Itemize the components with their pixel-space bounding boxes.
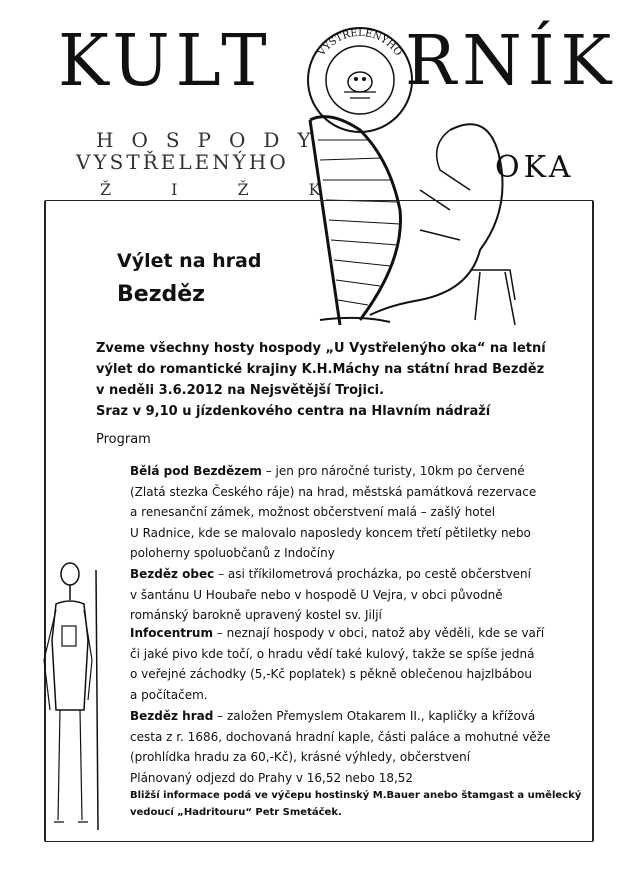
section-line: – asi tříkilometrová procházka, po cestě občerstvení: [214, 567, 531, 581]
section-hrad: [130, 706, 568, 788]
masthead-left: KULT: [58, 20, 273, 103]
section-name: Bezděz hrad: [130, 709, 214, 723]
program-heading: Program: [96, 432, 151, 447]
masthead-sub-hospody: HOSPODY: [96, 128, 329, 152]
trip-title: Výlet na hrad: [117, 250, 262, 272]
note-line: Bližší informace podá ve výčepu hostinský M.Bauer anebo štamgast a umělecký: [130, 790, 582, 801]
section-line: poloherny spoluobčanů z Indočíny: [130, 546, 335, 560]
info-note: [130, 787, 582, 821]
trip-destination: Bezděz: [117, 282, 205, 307]
section-line: a počítačem.: [130, 687, 208, 702]
note-line: vedoucí „Hadritouru“ Petr Smetáček.: [130, 807, 342, 818]
section-line: a renesanční zámek, možnost občerstvení malá – zašlý hotel: [130, 505, 496, 519]
section-line: či jaké pivo kde točí, o hradu vědí také kulový, takže se spíše jedná: [130, 646, 535, 661]
section-line: (prohlídka hradu za 60,-Kč), krásné výhledy, občerstvení: [130, 750, 471, 764]
intro-line: Zveme všechny hosty hospody „U Vystřelenýho oka“ na letní: [96, 341, 546, 356]
masthead-right: RNÍK: [405, 22, 618, 101]
section-obec: [130, 564, 568, 626]
section-line: v šantánu U Houbaře nebo v hospodě U Vejra, v obci původně: [130, 587, 503, 602]
masthead-sub-oka: OKA: [495, 150, 575, 185]
section-line: o veřejné záchodky (5,-Kč poplatek) s pěkně oblečenou hajzlbábou: [130, 667, 532, 681]
section-name: Bezděz obec: [130, 567, 215, 581]
section-line: cesta z r. 1686, dochovaná hradní kaple, části paláce a mohutné věže: [130, 729, 551, 744]
section-line: (Zlatá stezka Českého ráje) na hrad, městská památková rezervace: [130, 484, 537, 499]
section-line: – založen Přemyslem Otakarem II., kapličky a křížová: [213, 709, 536, 723]
section-bela: [130, 461, 568, 564]
masthead-sub-zizkov: ŽIŽK: [100, 180, 381, 199]
section-line: – neznají hospody v obci, natož aby věděli, kde se vaří: [212, 626, 545, 640]
section-line: – jen pro náročné turisty, 10km po červené: [261, 464, 525, 478]
section-line: Plánovaný odjezd do Prahy v 16,52 nebo 18,52: [130, 770, 414, 785]
intro-text: [96, 338, 556, 422]
intro-line: Sraz v 9,10 u jízdenkového centra na Hlavním nádraží: [96, 404, 491, 419]
intro-line: v neděli 3.6.2012 na Nejsvětější Trojici.: [96, 383, 385, 398]
section-line: románský barokně upravený kostel sv. Jiljí: [130, 608, 382, 622]
section-line: U Radnice, kde se malovalo naposledy koncem třetí pětiletky nebo: [130, 525, 531, 540]
section-name: Bělá pod Bezdězem: [130, 464, 262, 478]
svg-text:VYSTŘELENÝHO: VYSTŘELENÝHO: [316, 27, 404, 59]
intro-line: výlet do romantické krajiny K.H.Máchy na státní hrad Bezděz: [96, 362, 545, 377]
woman-drawing: [36, 560, 106, 840]
section-infocentrum: [130, 623, 568, 705]
masthead-sub-vystreleneho: VYSTŘELENÝHO: [76, 150, 289, 174]
section-name: Infocentrum: [130, 626, 213, 640]
